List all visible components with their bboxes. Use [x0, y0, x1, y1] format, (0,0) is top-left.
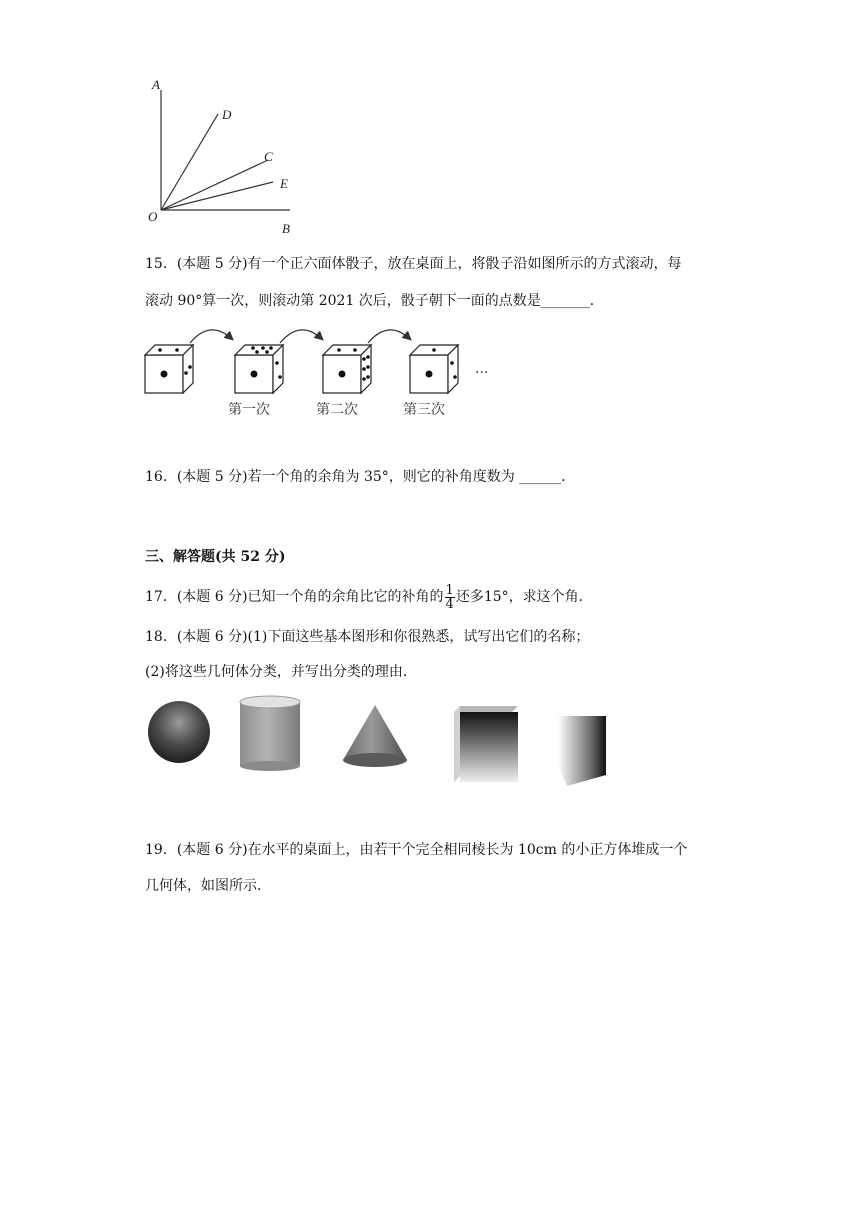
roll-arrow-1 [190, 330, 232, 343]
cylinder-shape [240, 696, 300, 771]
die-initial [145, 345, 193, 393]
question-16: 16．(本题 5 分)若一个角的余角为 35°，则它的补角度数为 ______． [145, 469, 576, 485]
dice-caption-3: 第三次 [403, 402, 445, 418]
label-b: B [282, 221, 290, 236]
solids-figure [140, 690, 620, 800]
fraction-denominator: 4 [445, 596, 454, 612]
label-e: E [280, 176, 288, 191]
question-19-line1: 19．(本题 6 分)在水平的桌面上，由若干个完全相同棱长为 10cm 的小正方体堆成一个 [145, 842, 688, 858]
die-third [410, 345, 458, 393]
ray-oe [161, 182, 273, 210]
question-19-line2: 几何体，如图所示． [145, 878, 271, 894]
prism-shape [558, 716, 606, 786]
cuboid-shape [454, 706, 518, 782]
sphere-shape [148, 701, 210, 763]
question-17-text-after: 还多15°，求这个角． [455, 589, 593, 605]
roll-arrow-2 [280, 330, 322, 343]
section-title: 三、解答题(共 52 分) [145, 549, 286, 565]
dice-ellipsis: ··· [475, 365, 489, 381]
roll-arrow-3 [368, 330, 410, 343]
label-d: D [222, 107, 232, 122]
fraction-numerator: 1 [445, 582, 454, 598]
angle-figure [140, 72, 310, 242]
dice-figure [140, 325, 500, 425]
label-o: O [148, 209, 158, 224]
question-18-line1: 18．(本题 6 分)(1)下面这些基本图形和你很熟悉，试写出它们的名称； [145, 629, 590, 645]
die-first [235, 345, 283, 393]
dice-caption-1: 第一次 [228, 402, 270, 418]
question-18-line2: (2)将这些几何体分类，并写出分类的理由． [145, 664, 417, 680]
label-a: A [152, 77, 160, 92]
dice-caption-2: 第二次 [316, 402, 358, 418]
question-15-line1: 15．(本题 5 分)有一个正六面体骰子，放在桌面上，将骰子沿如图所示的方式滚动，每 [145, 256, 682, 272]
cone-shape [343, 705, 407, 767]
die-second [323, 345, 371, 393]
label-c: C [264, 149, 273, 164]
question-17 [145, 583, 593, 611]
ray-oc [161, 160, 268, 210]
question-17-text-before: 17．(本题 6 分)已知一个角的余角比它的补角的 [145, 589, 444, 605]
ray-od [161, 114, 218, 210]
question-15-line2: 滚动 90°算一次，则滚动第 2021 次后，骰子朝下一面的点数是_______． [145, 293, 604, 309]
fraction-one-quarter [445, 584, 455, 611]
